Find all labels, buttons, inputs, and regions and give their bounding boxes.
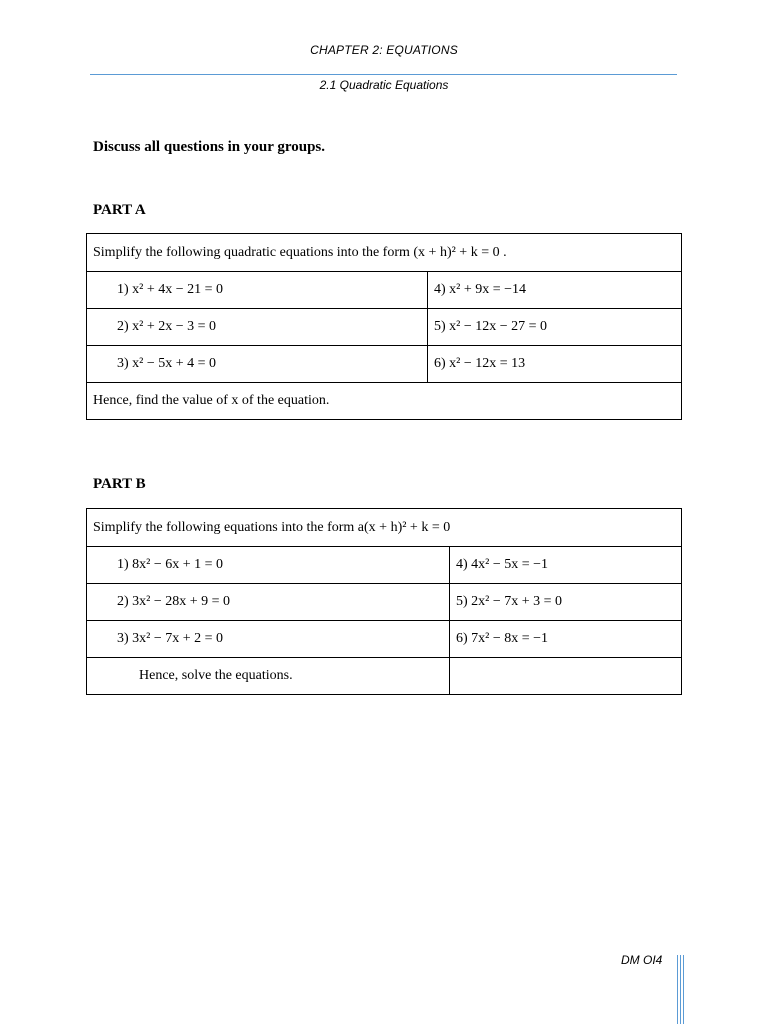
part-a-question-1: 1) x² + 4x − 21 = 0 [87,272,428,309]
footer-rule-2 [680,955,681,1024]
document-code: DM OI4 [621,953,663,967]
part-b-question-2: 2) 3x² − 28x + 9 = 0 [87,584,450,621]
part-b-question-3: 3) 3x² − 7x + 2 = 0 [87,621,450,658]
section-title: 2.1 Quadratic Equations [319,78,449,92]
part-b-footer-empty-cell [450,658,682,695]
part-a-question-2: 2) x² + 2x − 3 = 0 [87,309,428,346]
part-b-question-5: 5) 2x² − 7x + 3 = 0 [450,584,682,621]
part-b-heading: PART B [93,476,146,492]
part-a-question-3: 3) x² − 5x + 4 = 0 [87,346,428,383]
part-b-footer: Hence, solve the equations. [87,658,450,695]
part-b-question-4: 4) 4x² − 5x = −1 [450,547,682,584]
part-b-question-1: 1) 8x² − 6x + 1 = 0 [87,547,450,584]
part-b-table [86,508,682,695]
part-a-question-4: 4) x² + 9x = −14 [428,272,682,309]
footer-rule-1 [677,955,678,1024]
part-b-question-6: 6) 7x² − 8x = −1 [450,621,682,658]
part-a-prompt: Simplify the following quadratic equations into the form (x + h)² + k = 0 . [87,234,682,272]
part-a-heading: PART A [93,202,146,218]
part-b-prompt: Simplify the following equations into the form a(x + h)² + k = 0 [87,509,682,547]
part-a-table [86,233,682,420]
instruction-text: Discuss all questions in your groups. [93,139,326,155]
part-a-question-6: 6) x² − 12x = 13 [428,346,682,383]
footer-rule-3 [683,955,684,1024]
header-divider [90,74,677,75]
chapter-title: CHAPTER 2: EQUATIONS [310,43,458,57]
part-a-question-5: 5) x² − 12x − 27 = 0 [428,309,682,346]
part-a-footer: Hence, find the value of x of the equation. [87,383,682,420]
